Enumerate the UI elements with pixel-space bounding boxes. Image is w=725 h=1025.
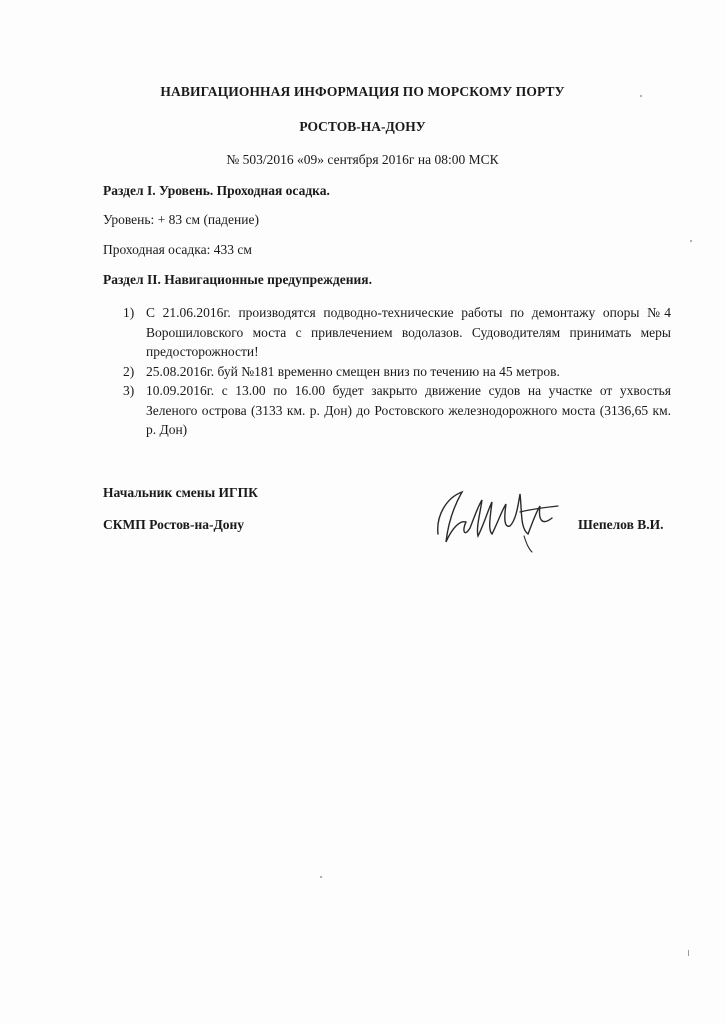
signer-position-line1: Начальник смены ИГПК	[103, 485, 258, 500]
warning-item	[123, 381, 671, 440]
water-level-line: Уровень: + 83 см (падение)	[103, 212, 259, 227]
section-1-heading: Раздел I. Уровень. Проходная осадка.	[103, 183, 330, 198]
warning-number: 1)	[123, 305, 135, 320]
handwritten-signature	[432, 476, 564, 556]
warning-number: 2)	[123, 363, 135, 379]
document-title: НАВИГАЦИОННАЯ ИНФОРМАЦИЯ ПО МОРСКОМУ ПОРТУ	[160, 84, 565, 99]
document-port-name: РОСТОВ-НА-ДОНУ	[299, 119, 426, 134]
warning-item	[123, 303, 671, 362]
draft-line: Проходная осадка: 433 см	[103, 242, 252, 257]
warning-item	[123, 362, 671, 382]
navigation-warnings-list	[123, 303, 671, 440]
warning-text: 25.08.2016г. буй №181 временно смещен вниз по течению на 45 метров.	[146, 363, 560, 379]
scan-speck	[690, 240, 692, 242]
signer-name: Шепелов В.И.	[578, 517, 664, 532]
signer-position-line2: СКМП Ростов-на-Дону	[103, 517, 245, 532]
document-number-date: № 503/2016 «09» сентября 2016г на 08:00 МСК	[226, 152, 499, 167]
scan-speck	[640, 95, 642, 97]
scan-speck	[688, 950, 689, 956]
warning-number: 3)	[123, 383, 135, 398]
section-2-heading: Раздел II. Навигационные предупреждения.	[103, 272, 372, 287]
warning-text: С 21.06.2016г. производятся подводно-технические работы по демонтажу опоры №4 Ворошиловского моста с привлечением водолазов. Судоводителям принимать меры предосторожности!	[146, 305, 671, 359]
scan-speck	[320, 876, 322, 878]
warning-text: 10.09.2016г. с 13.00 по 16.00 будет закрыто движение судов на участке от ухвостья Зеленого острова (3133 км. р. Дон) до Ростовского железнодорожного моста (3136,65 км. р. Дон)	[146, 383, 671, 437]
